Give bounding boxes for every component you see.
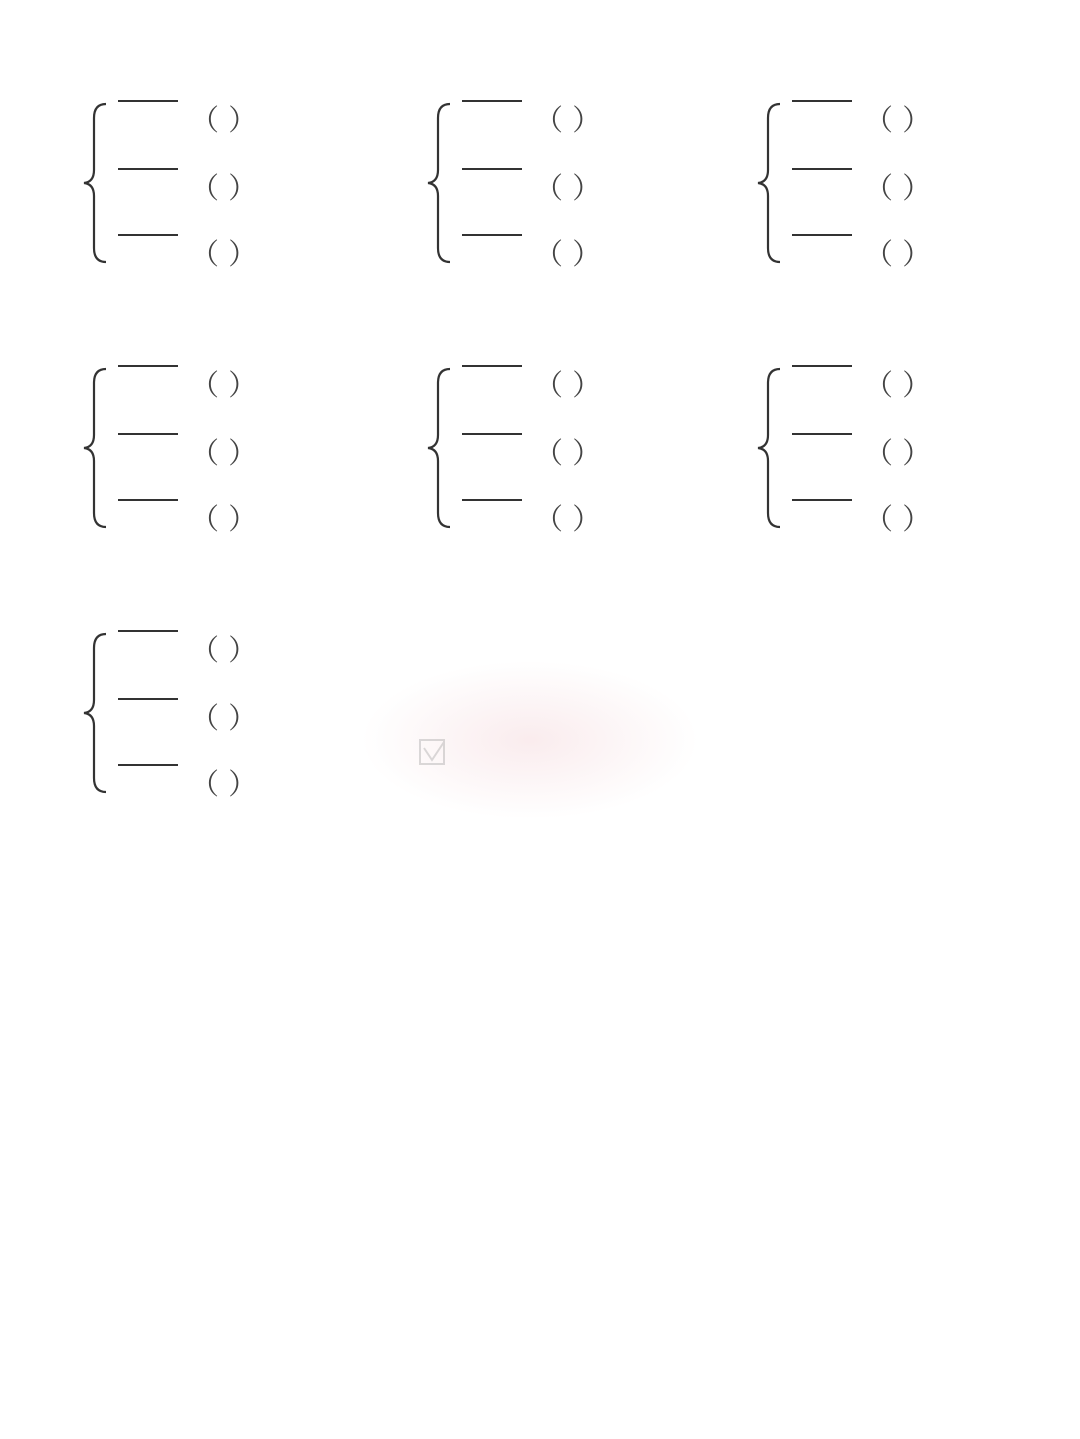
derived-character xyxy=(462,234,522,236)
derived-character xyxy=(792,499,852,501)
derived-character xyxy=(462,433,522,435)
example-word: （ ） xyxy=(534,103,602,137)
word-family-group xyxy=(46,355,386,535)
word-item xyxy=(792,433,1052,473)
derived-character xyxy=(118,630,178,632)
example-word: （ ） xyxy=(190,633,258,667)
word-family-group xyxy=(720,355,1060,535)
word-family-group xyxy=(390,355,730,535)
derived-character xyxy=(792,100,852,102)
curly-brace-icon xyxy=(76,100,116,266)
word-item xyxy=(462,499,722,539)
word-family-group xyxy=(720,90,1060,270)
example-word: （ ） xyxy=(190,767,258,801)
derived-character xyxy=(462,100,522,102)
word-family-group xyxy=(46,90,386,270)
derived-character xyxy=(792,433,852,435)
word-item xyxy=(792,365,1052,405)
example-word: （ ） xyxy=(534,436,602,470)
curly-brace-icon xyxy=(420,365,460,531)
word-item xyxy=(462,100,722,140)
word-item xyxy=(118,168,378,208)
example-word: （ ） xyxy=(190,368,258,402)
word-family-group xyxy=(46,620,386,800)
example-word: （ ） xyxy=(190,237,258,271)
derived-character xyxy=(118,698,178,700)
word-item xyxy=(118,698,378,738)
derived-character xyxy=(118,100,178,102)
example-word: （ ） xyxy=(190,171,258,205)
derived-character xyxy=(118,234,178,236)
curly-brace-icon xyxy=(420,100,460,266)
derived-character xyxy=(792,168,852,170)
word-item xyxy=(462,433,722,473)
word-item xyxy=(462,365,722,405)
derived-character xyxy=(792,234,852,236)
derived-character xyxy=(462,168,522,170)
word-item xyxy=(462,168,722,208)
word-item xyxy=(118,234,378,274)
derived-character xyxy=(118,499,178,501)
word-item xyxy=(118,499,378,539)
curly-brace-icon xyxy=(750,365,790,531)
word-item xyxy=(118,630,378,670)
example-word: （ ） xyxy=(190,103,258,137)
example-word: （ ） xyxy=(534,502,602,536)
watermark-logo-icon xyxy=(418,736,448,768)
example-word: （ ） xyxy=(534,237,602,271)
example-word: （ ） xyxy=(190,701,258,735)
word-item xyxy=(118,764,378,804)
example-word: （ ） xyxy=(864,368,932,402)
example-word: （ ） xyxy=(864,502,932,536)
word-item xyxy=(792,499,1052,539)
word-item xyxy=(118,100,378,140)
word-item xyxy=(118,365,378,405)
example-word: （ ） xyxy=(534,171,602,205)
example-word: （ ） xyxy=(864,171,932,205)
word-item xyxy=(792,234,1052,274)
word-item xyxy=(118,433,378,473)
word-family-group xyxy=(390,90,730,270)
word-item xyxy=(792,100,1052,140)
example-word: （ ） xyxy=(864,237,932,271)
example-word: （ ） xyxy=(864,103,932,137)
curly-brace-icon xyxy=(76,630,116,796)
derived-character xyxy=(792,365,852,367)
word-item xyxy=(792,168,1052,208)
derived-character xyxy=(118,764,178,766)
derived-character xyxy=(462,499,522,501)
curly-brace-icon xyxy=(76,365,116,531)
example-word: （ ） xyxy=(190,502,258,536)
example-word: （ ） xyxy=(190,436,258,470)
derived-character xyxy=(118,365,178,367)
watermark xyxy=(418,736,568,776)
word-item xyxy=(462,234,722,274)
example-word: （ ） xyxy=(534,368,602,402)
derived-character xyxy=(118,168,178,170)
derived-character xyxy=(462,365,522,367)
example-word: （ ） xyxy=(864,436,932,470)
curly-brace-icon xyxy=(750,100,790,266)
derived-character xyxy=(118,433,178,435)
